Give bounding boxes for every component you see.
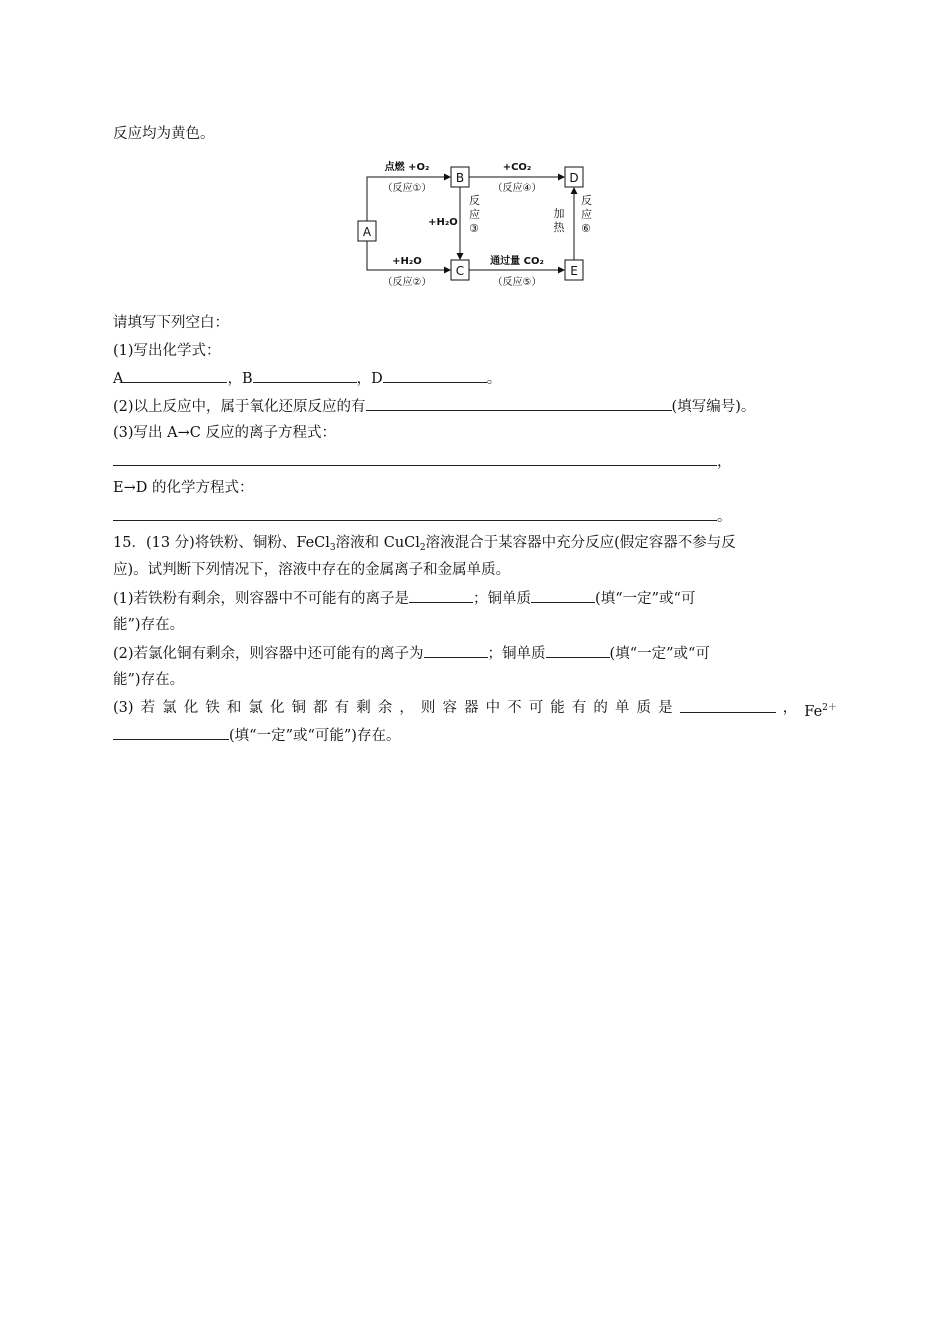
q15-part3-char: 有	[334, 700, 350, 716]
label-BD-top: +CO₂	[502, 162, 532, 173]
q15-part2-line2: 能”)存在。	[113, 672, 185, 688]
label-ED-side-1: 反	[581, 194, 592, 207]
q15-part1-text: (1)若铁粉有剩余，则容器中不可能有的离子是	[113, 591, 410, 607]
q15-part1	[113, 588, 695, 609]
q14-label-A: A	[113, 371, 124, 387]
answer-blank-q15-3a[interactable]	[680, 698, 776, 713]
q14-instruction: 请填写下列空白：	[113, 315, 229, 331]
label-BC-side-2: 应	[469, 208, 480, 221]
label-ED-left-1: 加	[553, 207, 565, 220]
label-AB-bottom: （反应①）	[382, 183, 432, 194]
label-ED-side-3: ⑥	[581, 222, 591, 235]
answer-blank-q15-2a[interactable]	[424, 643, 488, 658]
q15-heading-line2: 应)。试判断下列情况下，溶液中存在的金属离子和金属单质。	[113, 562, 511, 578]
q15-part3-char: 单	[614, 700, 630, 716]
node-B	[451, 167, 469, 187]
q15-part3-char: 化	[183, 700, 199, 716]
q15-part1-line2: 能”)存在。	[113, 617, 185, 633]
q15-part3-char: 有	[571, 700, 587, 716]
svg-text:C: C	[455, 264, 465, 278]
q15-part1-copper: ；铜单质	[473, 591, 532, 607]
q15-fe-charge: 2＋	[822, 703, 837, 713]
q15-part1-tail: (填“一定”或“可	[595, 591, 696, 607]
q15-part3-char: 化	[269, 700, 285, 716]
q15-heading	[113, 533, 736, 558]
label-BC-left: +H₂O	[428, 217, 458, 228]
q15-part3-char: 氯	[248, 700, 263, 716]
q15-part3-comma: ，	[782, 700, 798, 716]
label-AC-top: +H₂O	[392, 256, 422, 267]
node-A	[358, 221, 376, 241]
answer-blank-ionic-equation[interactable]	[113, 451, 717, 466]
q15-part3-char: 余	[377, 700, 393, 716]
q15-part3-char: 器	[464, 700, 479, 716]
label-AB-top: 点燃 +O₂	[384, 162, 430, 173]
q15-part3-char: 容	[442, 700, 457, 716]
q15-part3-char: 的	[593, 700, 608, 716]
q15-part3-char: 都	[313, 700, 328, 716]
q15-part3-char: 和	[226, 700, 242, 716]
q15-part3-char: 能	[550, 700, 565, 716]
q14-part2	[113, 396, 755, 417]
q14-label-D: ，D	[356, 371, 383, 387]
reaction-flow-diagram	[355, 157, 595, 287]
q15-part3-char: ，	[399, 700, 414, 716]
answer-blank-redox[interactable]	[366, 396, 672, 411]
q15-subscript-3: 3	[329, 543, 336, 553]
answer-blank-chemical-equation[interactable]	[113, 506, 717, 521]
q14-part3b-title: E→D 的化学方程式：	[113, 480, 254, 496]
q14-part3-line	[113, 451, 732, 472]
node-C	[451, 260, 469, 280]
q15-subscript-2: 2	[419, 543, 426, 553]
q15-part3-fe	[804, 698, 837, 722]
q14-label-B: ，B	[227, 371, 253, 387]
q15-part3-char: 是	[658, 700, 673, 716]
q15-part3-char: 氯	[162, 700, 177, 716]
svg-text:B: B	[455, 171, 465, 185]
q15-part3-char: 剩	[356, 700, 371, 716]
label-AC-bottom: （反应②）	[382, 277, 432, 287]
label-BC-side-1: 反	[469, 194, 480, 207]
q14-part3-title: (3)写出 A→C 反应的离子方程式：	[113, 425, 336, 441]
q14-part3b-line	[113, 506, 732, 527]
q15-heading-part-a: 15．(13 分)将铁粉、铜粉、FeCl	[113, 535, 330, 551]
label-BD-bottom: （反应④）	[492, 183, 542, 194]
svg-text:E: E	[570, 264, 578, 278]
svg-text:D: D	[569, 171, 579, 185]
q15-fe-symbol: Fe	[804, 704, 823, 720]
node-E	[565, 260, 583, 280]
q15-part3-line2	[113, 725, 400, 746]
q14-part1-title: (1)写出化学式：	[113, 343, 221, 359]
q14-part1-blanks	[113, 368, 501, 389]
answer-blank-B[interactable]	[253, 368, 357, 383]
q15-part3-tail: (填“一定”或“可能”)存在。	[229, 728, 401, 744]
q15-heading-part-c: 溶液混合于某容器中充分反应(假定容器不参与反	[425, 535, 736, 551]
answer-blank-q15-3b[interactable]	[113, 725, 229, 740]
q15-part3-char: 铜	[291, 700, 307, 716]
answer-blank-q15-1a[interactable]	[409, 588, 473, 603]
q14-part2-tail: (填写编号)。	[671, 399, 756, 415]
q15-part3-char: 中	[485, 700, 501, 716]
intro-tail: 反应均为黄色。	[113, 126, 215, 142]
q14-part1-end: 。	[486, 371, 502, 387]
q15-heading-part-b: 溶液和 CuCl	[335, 535, 420, 551]
answer-blank-A[interactable]	[123, 368, 227, 383]
q14-part2-text: (2)以上反应中，属于氧化还原反应的有	[113, 399, 366, 415]
answer-blank-q15-2b[interactable]	[546, 643, 610, 658]
svg-text:A: A	[362, 225, 372, 239]
q15-part2	[113, 643, 710, 664]
q15-part3-char: 则	[420, 700, 436, 716]
answer-blank-D[interactable]	[383, 368, 487, 383]
q15-part3-char: 铁	[205, 700, 220, 716]
q15-part3-char: 可	[528, 700, 544, 716]
q15-part3	[113, 698, 837, 722]
q15-part2-copper: ；铜单质	[487, 646, 546, 662]
label-CE-top: 通过量 CO₂	[490, 256, 544, 267]
label-ED-side-2: 应	[581, 208, 592, 221]
label-ED-left-2: 热	[553, 221, 565, 234]
q14-part3-end: ，	[717, 454, 732, 470]
q15-part3-char: 质	[636, 700, 652, 716]
answer-blank-q15-1b[interactable]	[531, 588, 595, 603]
q15-part2-text: (2)若氯化铜有剩余，则容器中还可能有的离子为	[113, 646, 424, 662]
q14-part3b-end: 。	[717, 509, 732, 525]
label-BC-side-3: ③	[469, 222, 479, 235]
q15-part3-char: 不	[507, 700, 522, 716]
q15-part3-char: 若	[140, 700, 156, 716]
node-D	[565, 167, 583, 187]
q15-part2-tail: (填“一定”或“可	[609, 646, 710, 662]
label-CE-bottom: （反应⑤）	[492, 277, 542, 287]
q15-part3-char: (3)	[113, 700, 134, 716]
